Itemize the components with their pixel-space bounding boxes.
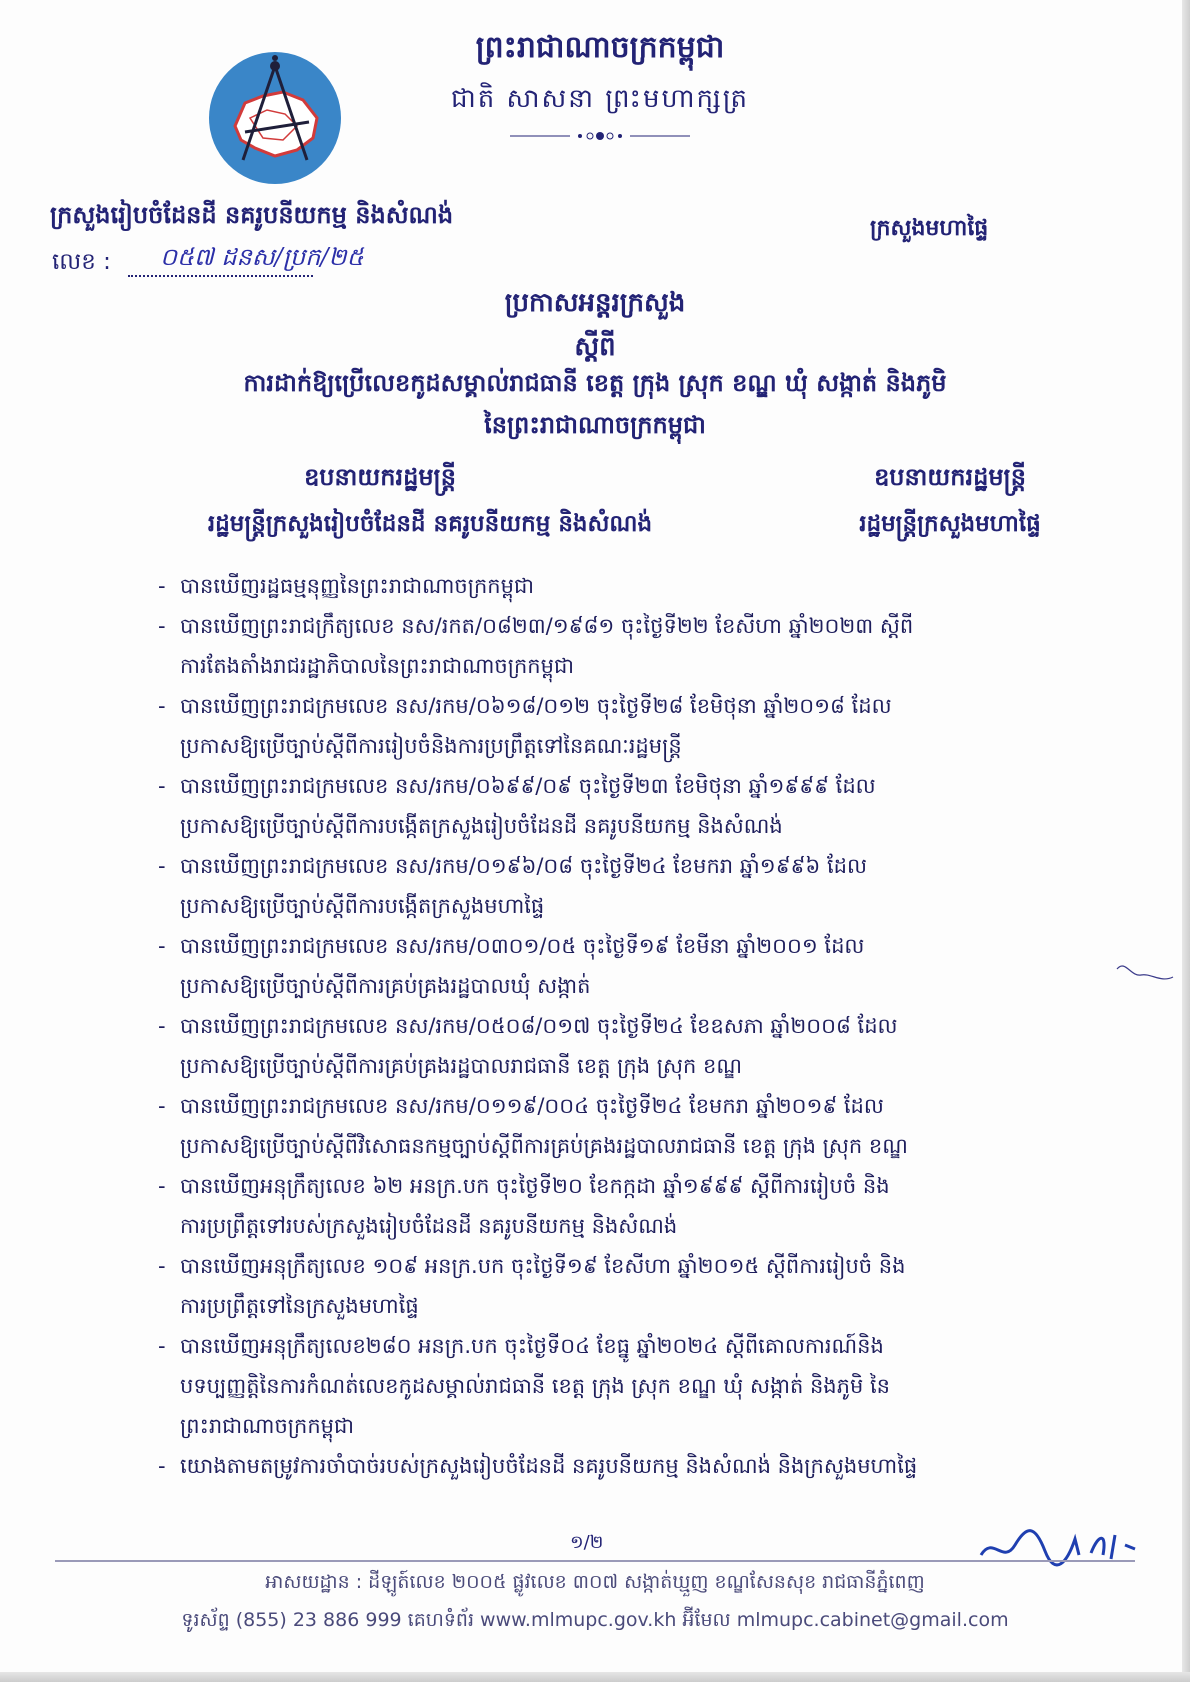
- scan-edge-bottom: [0, 1672, 1190, 1682]
- handwritten-initials: [975, 1515, 1155, 1575]
- ministry-name-right: ក្រសួងមហាផ្ទៃ: [870, 215, 989, 241]
- signatory-left-title: រដ្ឋមន្ត្រីក្រសួងរៀបចំដែនដី នគរូបនីយកម្ម និងសំណង់: [207, 510, 653, 537]
- ornament-divider: [510, 130, 690, 142]
- margin-mark: [1115, 955, 1175, 995]
- list-item: - បានឃើញព្រះរាជក្រមលេខ នស/រកម/០១៩៦/០៨ ចុះថ្ងៃទី២៤ ខែមករា ឆ្នាំ១៩៩៦ ដែល ប្រកាសឱ្យប្រើច្បាប់ស្តីពីការបង្កើតក្រសួងមហាផ្ទៃ: [158, 854, 867, 918]
- document-regarding: ស្តីពី: [574, 332, 616, 362]
- signatory-left-rank: ឧបនាយករដ្ឋមន្ត្រី: [304, 462, 456, 491]
- list-item: - បានឃើញអនុក្រឹត្យលេខ ៦២ អនក្រ.បក ចុះថ្ងៃទី២០ ខែកក្កដា ឆ្នាំ១៩៩៩ ស្តីពីការរៀបចំ និង ការប្រព្រឹត្តទៅរបស់ក្រសួងរៀបចំដែនដី នគរូបនីយកម្ម និងសំណង់: [158, 1174, 890, 1238]
- footer-contact: ទូរស័ព្ទ (855) 23 886 999 គេហទំព័រ www.mlmupc.gov.kh អ៊ីមែល mlmupc.cabinet@gmail.com: [181, 1609, 1009, 1631]
- kingdom-heading: ព្រះរាជាណាចក្រកម្ពុជា: [475, 30, 725, 65]
- list-item: - បានឃើញរដ្ឋធម្មនុញ្ញនៃព្រះរាជាណាចក្រកម្ពុជា: [158, 574, 534, 598]
- document-type: ប្រកាសអន្តរក្រសួង: [504, 288, 686, 318]
- reference-number-label: លេខ :: [52, 249, 111, 275]
- scan-edge-right: [1182, 0, 1190, 1682]
- page-number: ១/២: [570, 1532, 604, 1553]
- ministry-logo: [205, 48, 345, 188]
- footer-address: អាសយដ្ឋាន : ដីឡូត៍លេខ ២០០៥ ផ្លូវលេខ ៣០៧ សង្កាត់ឃ្មួញ ខណ្ឌសែនសុខ រាជធានីភ្នំពេញ: [265, 1571, 925, 1593]
- list-item: - បានឃើញព្រះរាជក្រមលេខ នស/រកម/០៥០៨/០១៧ ចុះថ្ងៃទី២៤ ខែឧសភា ឆ្នាំ២០០៨ ដែល ប្រកាសឱ្យប្រើច្បាប់ស្តីពីការគ្រប់គ្រងរដ្ឋបាលរាជធានី ខេត្ត ក្រុង ស្រុក ខណ្ឌ: [158, 1014, 898, 1078]
- national-motto: ជាតិ សាសនា ព្រះមហាក្សត្រ: [451, 84, 749, 114]
- list-item: - បានឃើញអនុក្រឹត្យលេខ ១០៩ អនក្រ.បក ចុះថ្ងៃទី១៩ ខែសីហា ឆ្នាំ២០១៥ ស្តីពីការរៀបចំ និង ការប្រព្រឹត្តទៅនៃក្រសួងមហាផ្ទៃ: [158, 1254, 906, 1318]
- ministry-name-left: ក្រសួងរៀបចំដែនដី នគរូបនីយកម្ម និងសំណង់: [50, 200, 454, 229]
- list-item: - បានឃើញអនុក្រឹត្យលេខ២៨០ អនក្រ.បក ចុះថ្ងៃទី០៤ ខែធ្នូ ឆ្នាំ២០២៤ ស្តីពីគោលការណ៍និង បទប្បញ្ញត្តិនៃការកំណត់លេខកូដសម្គាល់រាជធានី ខេត្ត ក្រុង ស្រុក ខណ្ឌ ឃុំ សង្កាត់ និងភូមិ នៃ ព្រះរាជាណាចក្រកម្ពុជា: [158, 1334, 890, 1438]
- signatory-right-title: រដ្ឋមន្ត្រីក្រសួងមហាផ្ទៃ: [859, 510, 1041, 537]
- list-item: - បានឃើញព្រះរាជក្រមលេខ នស/រកម/០៦១៨/០១២ ចុះថ្ងៃទី២៨ ខែមិថុនា ឆ្នាំ២០១៨ ដែល ប្រកាសឱ្យប្រើច្បាប់ស្តីពីការរៀបចំនិងការប្រព្រឹត្តទៅនៃគណៈរដ្ឋមន្ត្រី: [158, 694, 892, 758]
- list-item: - បានឃើញព្រះរាជក្រមលេខ នស/រកម/០៣០១/០៥ ចុះថ្ងៃទី១៩ ខែមីនា ឆ្នាំ២០០១ ដែល ប្រកាសឱ្យប្រើច្បាប់ស្តីពីការគ្រប់គ្រងរដ្ឋបាលឃុំ សង្កាត់: [158, 934, 865, 998]
- list-item: - បានឃើញព្រះរាជក្រឹត្យលេខ នស/រកត/០៨២៣/១៩៨១ ចុះថ្ងៃទី២២ ខែសីហា ឆ្នាំ២០២៣ ស្តីពី ការតែងតាំងរាជរដ្ឋាភិបាលនៃព្រះរាជាណាចក្រកម្ពុជា: [158, 614, 914, 678]
- list-item: - បានឃើញព្រះរាជក្រមលេខ នស/រកម/០១១៩/០០៤ ចុះថ្ងៃទី២៤ ខែមករា ឆ្នាំ២០១៩ ដែល ប្រកាសឱ្យប្រើច្បាប់ស្តីពីវិសោធនកម្មច្បាប់ស្តីពីការគ្រប់គ្រងរដ្ឋបាលរាជធានី ខេត្ត ក្រុង ស្រុក ខណ្ឌ: [158, 1094, 908, 1158]
- signatory-right-rank: ឧបនាយករដ្ឋមន្ត្រី: [874, 462, 1026, 491]
- list-item: - បានឃើញព្រះរាជក្រមលេខ នស/រកម/០៦៩៩/០៩ ចុះថ្ងៃទី២៣ ខែមិថុនា ឆ្នាំ១៩៩៩ ដែល ប្រកាសឱ្យប្រើច្បាប់ស្តីពីការបង្កើតក្រសួងរៀបចំដែនដី នគរូបនីយកម្ម និងសំណង់: [158, 774, 876, 838]
- document-subject-cont: នៃព្រះរាជាណាចក្រកម្ពុជា: [484, 410, 706, 439]
- document-subject: ការដាក់ឱ្យប្រើលេខកូដសម្គាល់រាជធានី ខេត្ត ក្រុង ស្រុក ខណ្ឌ ឃុំ សង្កាត់ និងភូមិ: [243, 368, 947, 397]
- list-item: - យោងតាមតម្រូវការចាំបាច់របស់ក្រសួងរៀបចំដែនដី នគរូបនីយកម្ម និងសំណង់ និងក្រសួងមហាផ្ទៃ: [158, 1454, 918, 1478]
- footer-divider: [55, 1560, 1135, 1562]
- reference-number-value: ០៥៧ ដនស/ប្រក/២៥: [160, 243, 364, 271]
